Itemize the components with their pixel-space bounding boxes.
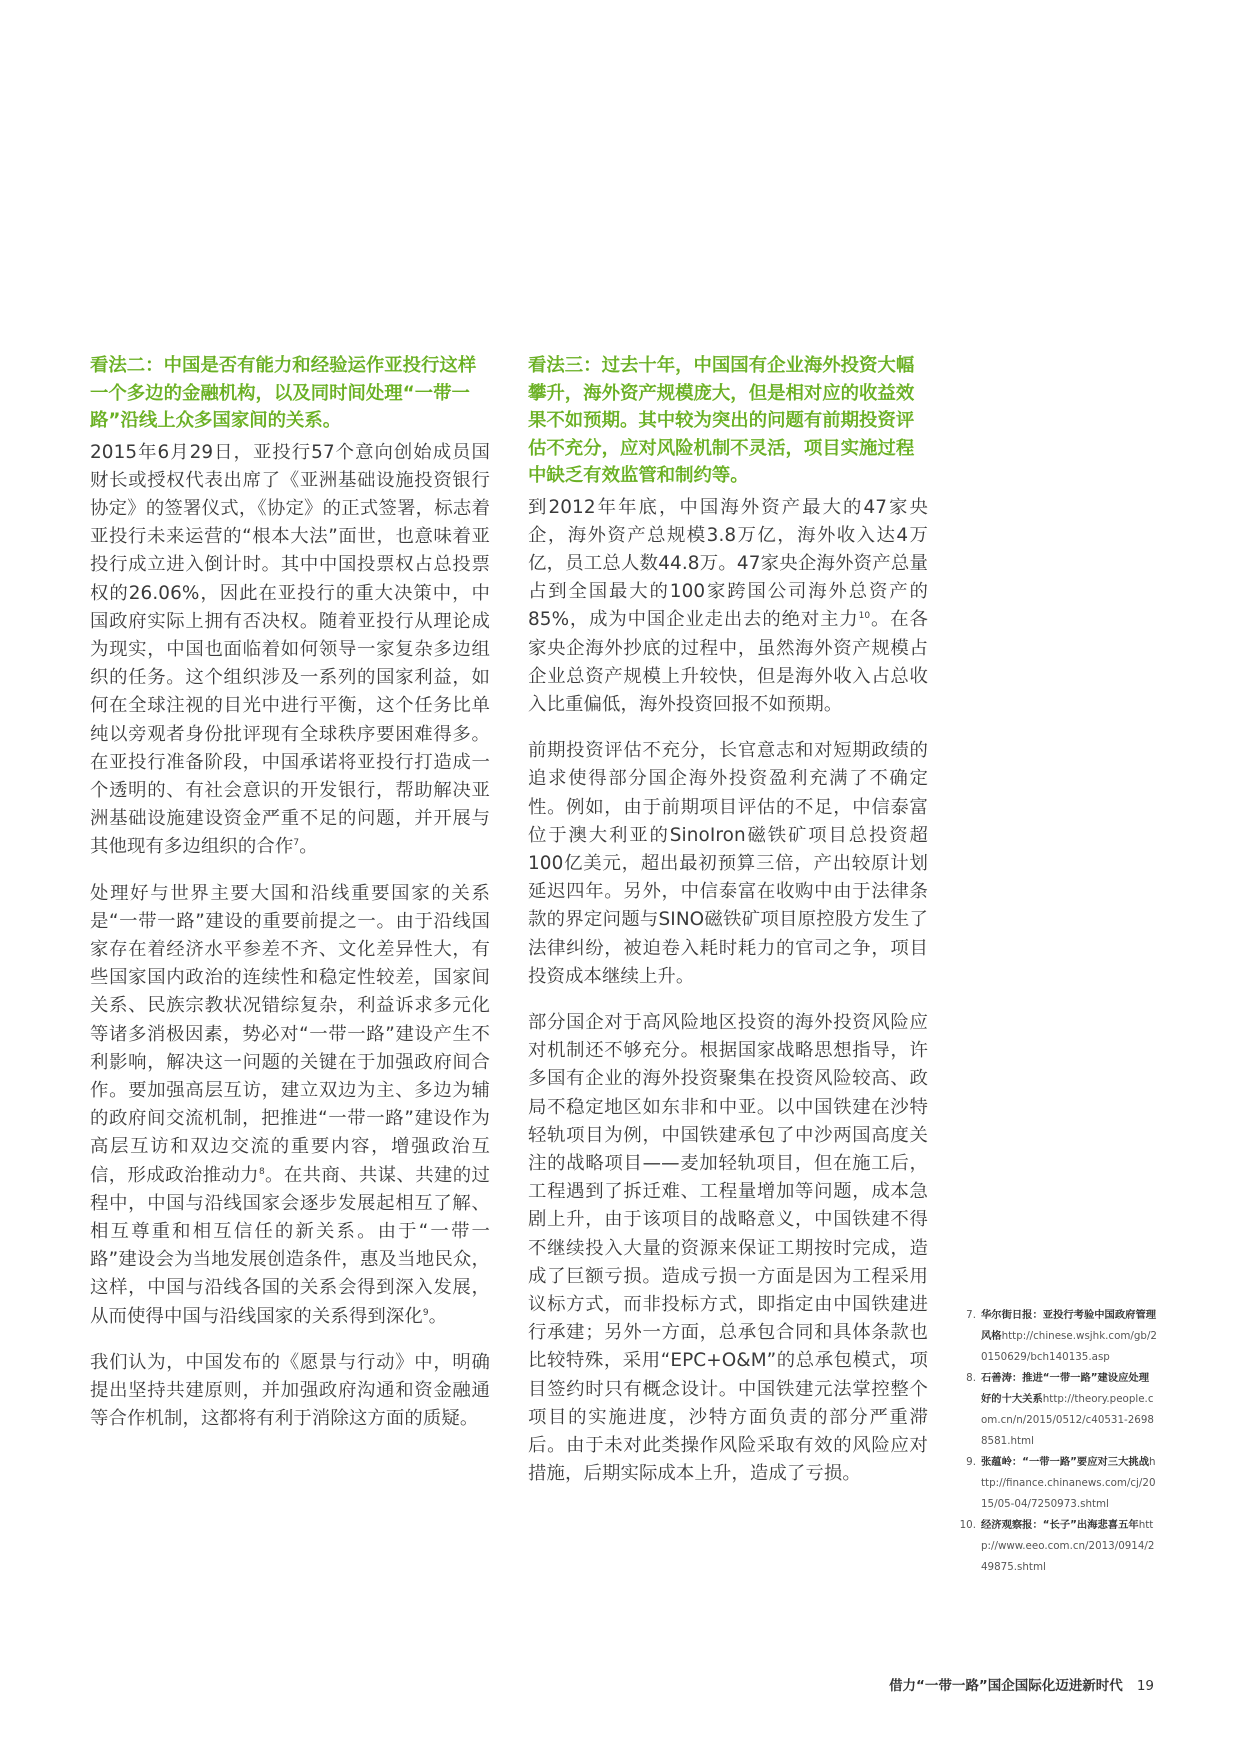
paragraph-text: 。 (299, 836, 318, 858)
footer-title: 借力“一带一路”国企国际化迈进新时代 (889, 1678, 1123, 1694)
paragraph-text: 。在各家央企海外抄底的过程中，虽然海外资产规模占企业总资产规模上升较快，但是海外收入占总收入比重偏低，海外投资回报不如预期。 (528, 609, 928, 715)
paragraph (528, 494, 928, 720)
paragraph (90, 880, 490, 1331)
left-column (90, 352, 490, 1451)
footnote-item (959, 1452, 1159, 1515)
footnote-link[interactable]: http://www.eeo.com.cn/2013/0914/249875.shtml (981, 1519, 1155, 1573)
page-number: 19 (1136, 1678, 1154, 1694)
footnote-ref: 10 (858, 611, 871, 622)
footnote-item (959, 1305, 1159, 1368)
section-heading-view-three: 看法三：过去十年，中国国有企业海外投资大幅攀升，海外资产规模庞大，但是相对应的收益效果不如预期。其中较为突出的问题有前期投资评估不充分，应对风险机制不灵活，项目实施过程中缺乏有效监管和制约等。 (528, 355, 915, 486)
footnote-title: 张蕴岭：“一带一路”要应对三大挑战 (981, 1456, 1149, 1468)
paragraph: 部分国企对于高风险地区投资的海外投资风险应对机制还不够充分。根据国家战略思想指导，许多国有企业的海外投资聚集在投资风险较高、政局不稳定地区如东非和中亚。以中国铁建在沙特轻轨项目为例，中国铁建承包了中沙两国高度关注的战略项目——麦加轻轨项目，但在施工后，工程遇到了拆迁难、工程量增加等问题，成本急剧上升，由于该项目的战略意义，中国铁建不得不继续投入大量的资源来保证工期按时完成，造成了巨额亏损。造成亏损一方面是因为工程采用议标方式，而非投标方式，即指定由中国铁建进行承建；另外一方面，总承包合同和具体条款也比较特殊，采用“EPC+O&M”的总承包模式，项目签约时只有概念设计。中国铁建元法掌控整个项目的实施进度，沙特方面负责的部分严重滞后。由于未对此类操作风险采取有效的风险应对措施，后期实际成本上升，造成了亏损。 (528, 1011, 928, 1485)
paragraph: 前期投资评估不充分，长官意志和对短期政绩的追求使得部分国企海外投资盈利充满了不确定性。例如，由于前期项目评估的不足，中信泰富位于澳大利亚的SinoIron磁铁矿项目总投资超100亿美元，超出最初预算三倍，产出较原计划延迟四年。另外，中信泰富在收购中由于法律条款的界定问题与SINO磁铁矿项目原控股方发生了法律纠纷，被迫卷入耗时耗力的官司之争，项目投资成本继续上升。 (528, 740, 928, 987)
footnote-title: 石善涛：推进“一带一路”建设应处理好的十大关系 (981, 1372, 1149, 1405)
footnote-ref: 9 (422, 1307, 429, 1318)
footnote-number: 10. (959, 1519, 976, 1531)
footnote-ref: 8 (258, 1166, 265, 1177)
paragraph: 我们认为，中国发布的《愿景与行动》中，明确提出坚持共建原则，并加强政府沟通和资金融通等合作机制，这都将有利于消除这方面的质疑。 (90, 1351, 490, 1430)
footnote-item (959, 1368, 1159, 1452)
paragraph (90, 439, 490, 862)
footnotes (959, 1305, 1159, 1578)
right-column (528, 352, 928, 1506)
footnote-number: 9. (966, 1456, 976, 1468)
footnote-number: 8. (966, 1372, 976, 1384)
page-footer (889, 1674, 1154, 1694)
section-heading-view-two: 看法二：中国是否有能力和经验运作亚投行这样一个多边的金融机构，以及同时间处理“一带一路”沿线上众多国家间的关系。 (90, 355, 477, 431)
paragraph-text: 2015年6月29日，亚投行57个意向创始成员国财长或授权代表出席了《亚洲基础设施投资银行协定》的签署仪式，《协定》的正式签署，标志着亚投行未来运营的“根本大法”面世，也意味着亚投行成立进入倒计时。其中中国投票权占总投票权的26.06%，因此在亚投行的重大决策中，中国政府实际上拥有否决权。随着亚投行从理论成为现实，中国也面临着如何领导一家复杂多边组织的任务。这个组织涉及一系列的国家利益，如何在全球注视的目光中进行平衡，这个任务比单纯以旁观者身份批评现有全球秩序要困难得多。在亚投行准备阶段，中国承诺将亚投行打造成一个透明的、有社会意识的开发银行，帮助解决亚洲基础设施建设资金严重不足的问题，并开展与其他现有多边组织的合作 (90, 441, 490, 858)
paragraph-text: 。 (428, 1305, 448, 1327)
footnote-link[interactable]: http://chinese.wsjhk.com/gb/20150629/bch140135.asp (981, 1330, 1157, 1363)
paragraph-text: 处理好与世界主要大国和沿线重要国家的关系是“一带一路”建设的重要前提之一。由于沿线国家存在着经济水平参差不齐、文化差异性大，有些国家国内政治的连续性和稳定性较差，国家间关系、民族宗教状况错综复杂，利益诉求多元化等诸多消极因素，势必对“一带一路”建设产生不利影响，解决这一问题的关键在于加强政府间合作。要加强高层互访，建立双边为主、多边为辅的政府间交流机制，把推进“一带一路”建设作为高层互访和双边交流的重要内容，增强政治互信，形成政治推动力 (90, 882, 490, 1186)
paragraph-text: 。在共商、共谋、共建的过程中，中国与沿线国家会逐步发展起相互了解、相互尊重和相互信任的新关系。由于“一带一路”建设会为当地发展创造条件，惠及当地民众，这样，中国与沿线各国的关系会得到深入发展，从而使得中国与沿线国家的关系得到深化 (90, 1164, 491, 1327)
footnote-title: 经济观察报：“长子”出海悲喜五年 (981, 1519, 1139, 1531)
footnote-number: 7. (966, 1309, 976, 1321)
footnote-link[interactable]: http://theory.people.com.cn/n/2015/0512/c40531-26988581.html (981, 1393, 1154, 1447)
footnote-item (959, 1515, 1159, 1578)
footnote-title: 华尔街日报：亚投行考验中国政府管理风格 (981, 1309, 1157, 1342)
footnote-link[interactable]: http://finance.chinanews.com/cj/2015/05-04/7250973.shtml (981, 1456, 1156, 1510)
paragraph-text: 到2012年年底，中国海外资产最大的47家央企，海外资产总规模3.8万亿，海外收入达4万亿，员工总人数44.8万。47家央企海外资产总量占到全国最大的100家跨国公司海外总资产的85%，成为中国企业走出去的绝对主力 (528, 496, 928, 631)
footnote-ref: 7 (293, 838, 300, 849)
